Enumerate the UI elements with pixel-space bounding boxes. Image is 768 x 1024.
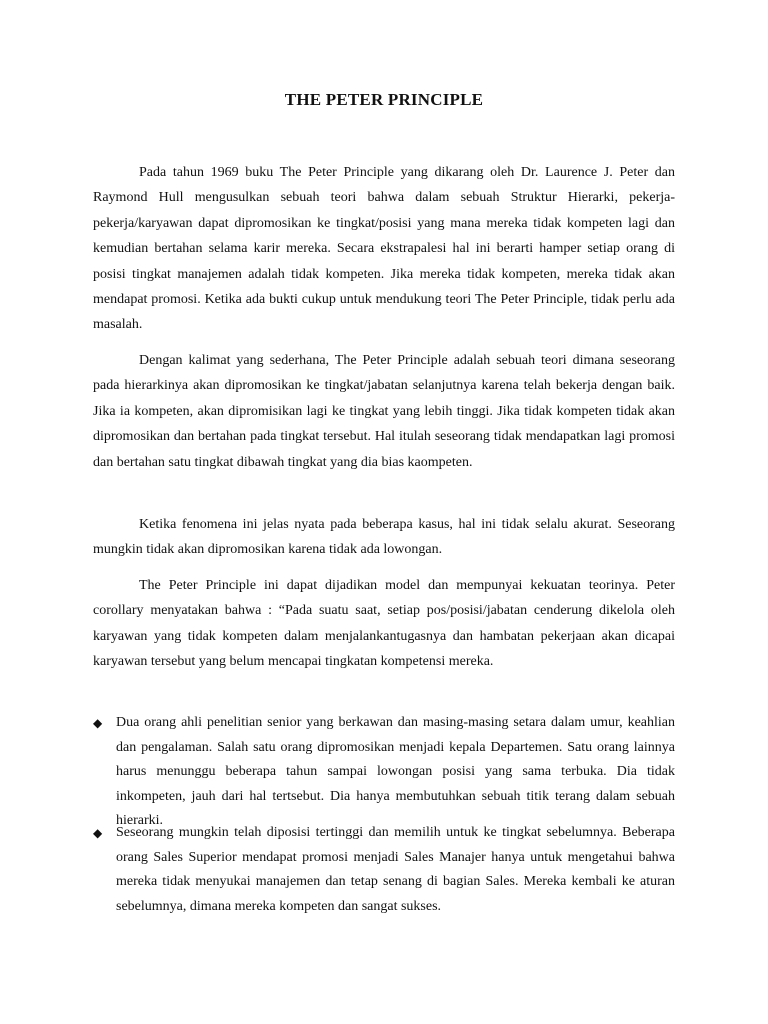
paragraph-1: Pada tahun 1969 buku The Peter Principle yang dikarang oleh Dr. Laurence J. Peter dan Raymond Hull mengusulkan sebuah teori bahwa dalam sebuah Struktur Hierarki, pekerja-pekerja/karyawan dapat dipromosikan ke tingkat/posisi yang mana mereka tidak kompeten lagi dan kemudian bertahan selama karir mereka. Secara ekstrapalesi hal ini berarti hamper setiap orang di posisi tingkat manajemen adalah tidak kompeten. Jika mereka tidak kompeten, mereka tidak akan mendapat promosi. Ketika ada bukti cukup untuk mendukung teori The Peter Principle, tidak perlu ada masalah. [93, 165, 675, 333]
diamond-bullet-icon: ◆ [93, 716, 103, 730]
diamond-bullet-icon: ◆ [93, 825, 103, 840]
paragraph-4: The Peter Principle ini dapat dijadikan model dan mempunyai kekuatan teorinya. Peter corollary menyatakan bahwa : “Pada suatu saat, setiap pos/posisi/jabatan cenderung dikelola oleh karyawan yang tidak kompeten dalam menjalankantugasnya dan hambatan pekerjaan akan dicapai karyawan tersebut yang belum mencapai tingkatan kompetensi mereka. [93, 578, 675, 670]
list-item [93, 711, 675, 834]
bullet-text: Dua orang ahli penelitian senior yang berkawan dan masing-masing setara dalam umur, keahlian dan pengalaman. Salah satu orang dipromosikan menjadi kepala Departemen. Satu orang lainnya harus menunggu beberapa tahun sampai lowongan posisi yang sama terbuka. Dia tidak inkompeten, jauh dari hal tertsebut. Dia hanya membutuhkan sebuah titik terang dalam sebuah hierarki. [116, 715, 675, 829]
paragraph-2: Dengan kalimat yang sederhana, The Peter Principle adalah sebuah teori dimana seseorang pada hierarkinya akan dipromosikan ke tingkat/jabatan selanjutnya karena telah bekerja dengan baik. Jika ia kompeten, akan dipromisikan lagi ke tingkat yang lebih tinggi. Jika tidak kompeten tidak akan dipromosikan dan bertahan pada tingkat tersebut. Hal itulah seseorang tidak mendapatkan lagi promosi dan bertahan satu tingkat dibawah tingkat yang dia bias kaompeten. [93, 353, 675, 470]
document-title: THE PETER PRINCIPLE [284, 90, 484, 109]
bullet-list [93, 711, 675, 919]
list-item [93, 821, 675, 919]
bullet-text: Seseorang mungkin telah diposisi tertinggi dan memilih untuk ke tingkat sebelumnya. Beberapa orang Sales Superior mendapat promosi menjadi Sales Manajer hanya untuk mengetahui bahwa mereka tidak menyukai manajemen dan tetap senang di bagian Sales. Mereka kembali ke aturan sebelumnya, dimana mereka kompeten dan sangat sukses. [116, 824, 675, 914]
paragraph-3: Ketika fenomena ini jelas nyata pada beberapa kasus, hal ini tidak selalu akurat. Seseorang mungkin tidak akan dipromosikan karena tidak ada lowongan. [93, 517, 675, 558]
